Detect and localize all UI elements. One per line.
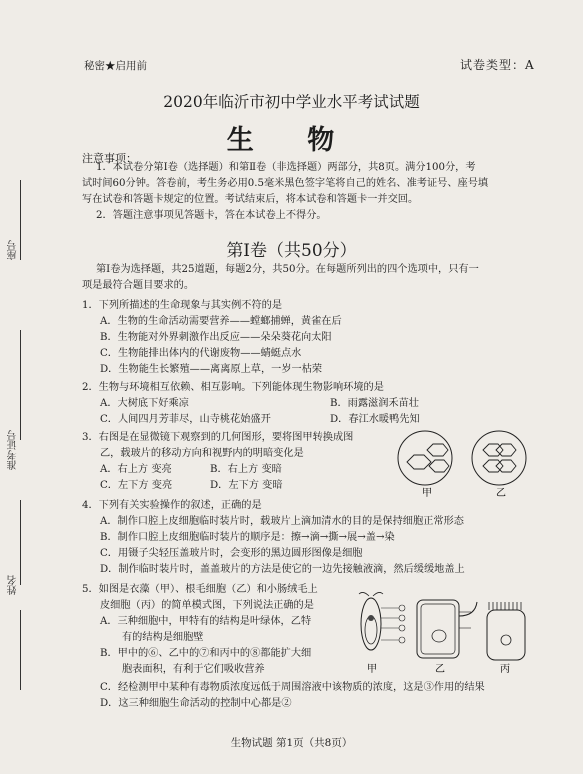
figure-root-hair-cell	[417, 600, 477, 658]
q3-option-b: B．右上方 变暗	[210, 464, 282, 475]
q4-option-c: C．用镊子尖轻压盖玻片时，会变形的黑边圆形图像是细胞	[100, 548, 363, 559]
q5-option-a-line2: 有的结构是细胞壁	[122, 632, 204, 643]
figure-jia	[398, 431, 452, 485]
q2-option-d: D．春江水暖鸭先知	[330, 414, 420, 425]
section-intro-line2: 项是最符合题目要求的。	[82, 280, 195, 291]
notes-item2: 2．答题注意事项见答题卡，答在本试卷上不得分。	[96, 210, 327, 221]
page-footer: 生物试题 第1页（共8页）	[230, 737, 353, 749]
binding-line	[20, 330, 21, 440]
notes-item1-line1: 1．本试卷分第Ⅰ卷（选择题）和第Ⅱ卷（非选择题）两部分，共8页。满分100分，考	[96, 162, 476, 173]
q3-stem-line2: 乙，载玻片的移动方向和视野内的明暗变化是	[100, 448, 304, 459]
secret-label: 秘密★启用前	[84, 60, 147, 72]
q3-option-d: D．左下方 变暗	[210, 480, 283, 491]
q2-option-c: C．人间四月芳菲尽，山寺桃花始盛开	[100, 414, 271, 425]
figure-label-bing: 丙	[500, 664, 510, 674]
notes-item1-line3: 写在试卷和答题卡规定的位置。考试结束后，将本试卷和答题卡一并交回。	[82, 194, 419, 205]
cell-figure	[355, 588, 535, 674]
figure-intestinal-cell	[487, 602, 525, 660]
q5-stem-line1: 5．如图是衣藻（甲）、根毛细胞（乙）和小肠绒毛上	[82, 584, 318, 595]
section-title: 第Ⅰ卷（共50分）	[226, 241, 357, 261]
q5-option-b-line2: 胞表面积，有利于它们吸收营养	[122, 664, 265, 675]
q4-option-b: B．制作口腔上皮细胞临时装片的顺序是：擦→滴→撕→展→盖→染	[100, 532, 395, 543]
binding-line	[20, 610, 21, 690]
figure-label-yi: 乙	[435, 664, 445, 674]
q1-option-b: B．生物能对外界刺激作出反应——朵朵葵花向太阳	[100, 332, 332, 343]
q1-option-a: A．生物的生命活动需要营养——螳螂捕蝉，黄雀在后	[100, 316, 342, 327]
q1-stem: 1．下列所描述的生命现象与其实例不符的是	[82, 300, 283, 311]
microscope-figure	[392, 428, 542, 500]
exam-title: 2020年临沂市初中学业水平考试试题	[163, 93, 420, 111]
notes-heading: 注意事项：	[82, 152, 137, 165]
q2-stem: 2．生物与环境相互依赖、相互影响。下列能体现生物影响环境的是	[82, 382, 384, 393]
paper-type-label: 试卷类型：A	[460, 58, 535, 72]
q4-option-d: D．制作临时装片时，盖盖玻片的方法是使它的一边先接触液滴，然后缓缓地盖上	[100, 564, 465, 575]
name-label: 姓名	[8, 575, 19, 595]
q3-stem-line1: 3．右图是在显微镜下观察到的几何图形，要将图甲转换成图	[82, 432, 354, 443]
figure-label-yi: 乙	[496, 488, 506, 499]
q4-stem: 4．下列有关实验操作的叙述，正确的是	[82, 500, 262, 511]
figure-yi	[472, 431, 526, 485]
q1-option-d: D．生物能生长繁殖——离离原上草，一岁一枯荣	[100, 364, 323, 375]
section-intro-line1: 第Ⅰ卷为选择题，共25道题，每题2分，共50分。在每题所列出的四个选项中，只有一	[96, 264, 479, 275]
q2-option-b: B．雨露滋润禾苗壮	[330, 398, 419, 409]
q5-option-c: C．经检测甲中某种有毒物质浓度远低于周围溶液中该物质的浓度，这是③作用的结果	[100, 682, 485, 693]
figure-chlamydomonas	[359, 592, 405, 650]
q5-option-a-line1: A．三种细胞中，甲特有的结构是叶绿体，乙特	[100, 616, 312, 627]
q4-option-a: A．制作口腔上皮细胞临时装片时，载玻片上滴加清水的目的是保持细胞正常形态	[100, 516, 464, 527]
subject-title: 生 物	[226, 125, 357, 156]
figure-label-jia: 甲	[422, 488, 432, 499]
seat-label: 座号	[8, 240, 19, 260]
q5-option-d: D．这三种细胞生命活动的控制中心都是②	[100, 698, 292, 709]
q5-option-b-line1: B．甲中的⑥、乙中的⑦和丙中的⑧都能扩大细	[100, 648, 312, 659]
notes-item1-line2: 试时间60分钟。答卷前，考生务必用0.5毫米黑色签字笔将自己的姓名、准考证号、座号填	[82, 178, 489, 189]
q3-option-c: C．左下方 变亮	[100, 480, 173, 491]
q5-stem-line2: 皮细胞（丙）的简单模式图，下列说法正确的是	[100, 600, 314, 611]
ticket-label: 准考证号	[8, 430, 19, 470]
q2-option-a: A．大树底下好乘凉	[100, 398, 189, 409]
binding-line	[20, 500, 21, 585]
q1-option-c: C．生物能排出体内的代谢废物——蜻蜓点水	[100, 348, 302, 359]
q3-option-a: A．右上方 变亮	[100, 464, 172, 475]
figure-label-jia: 甲	[367, 664, 377, 674]
